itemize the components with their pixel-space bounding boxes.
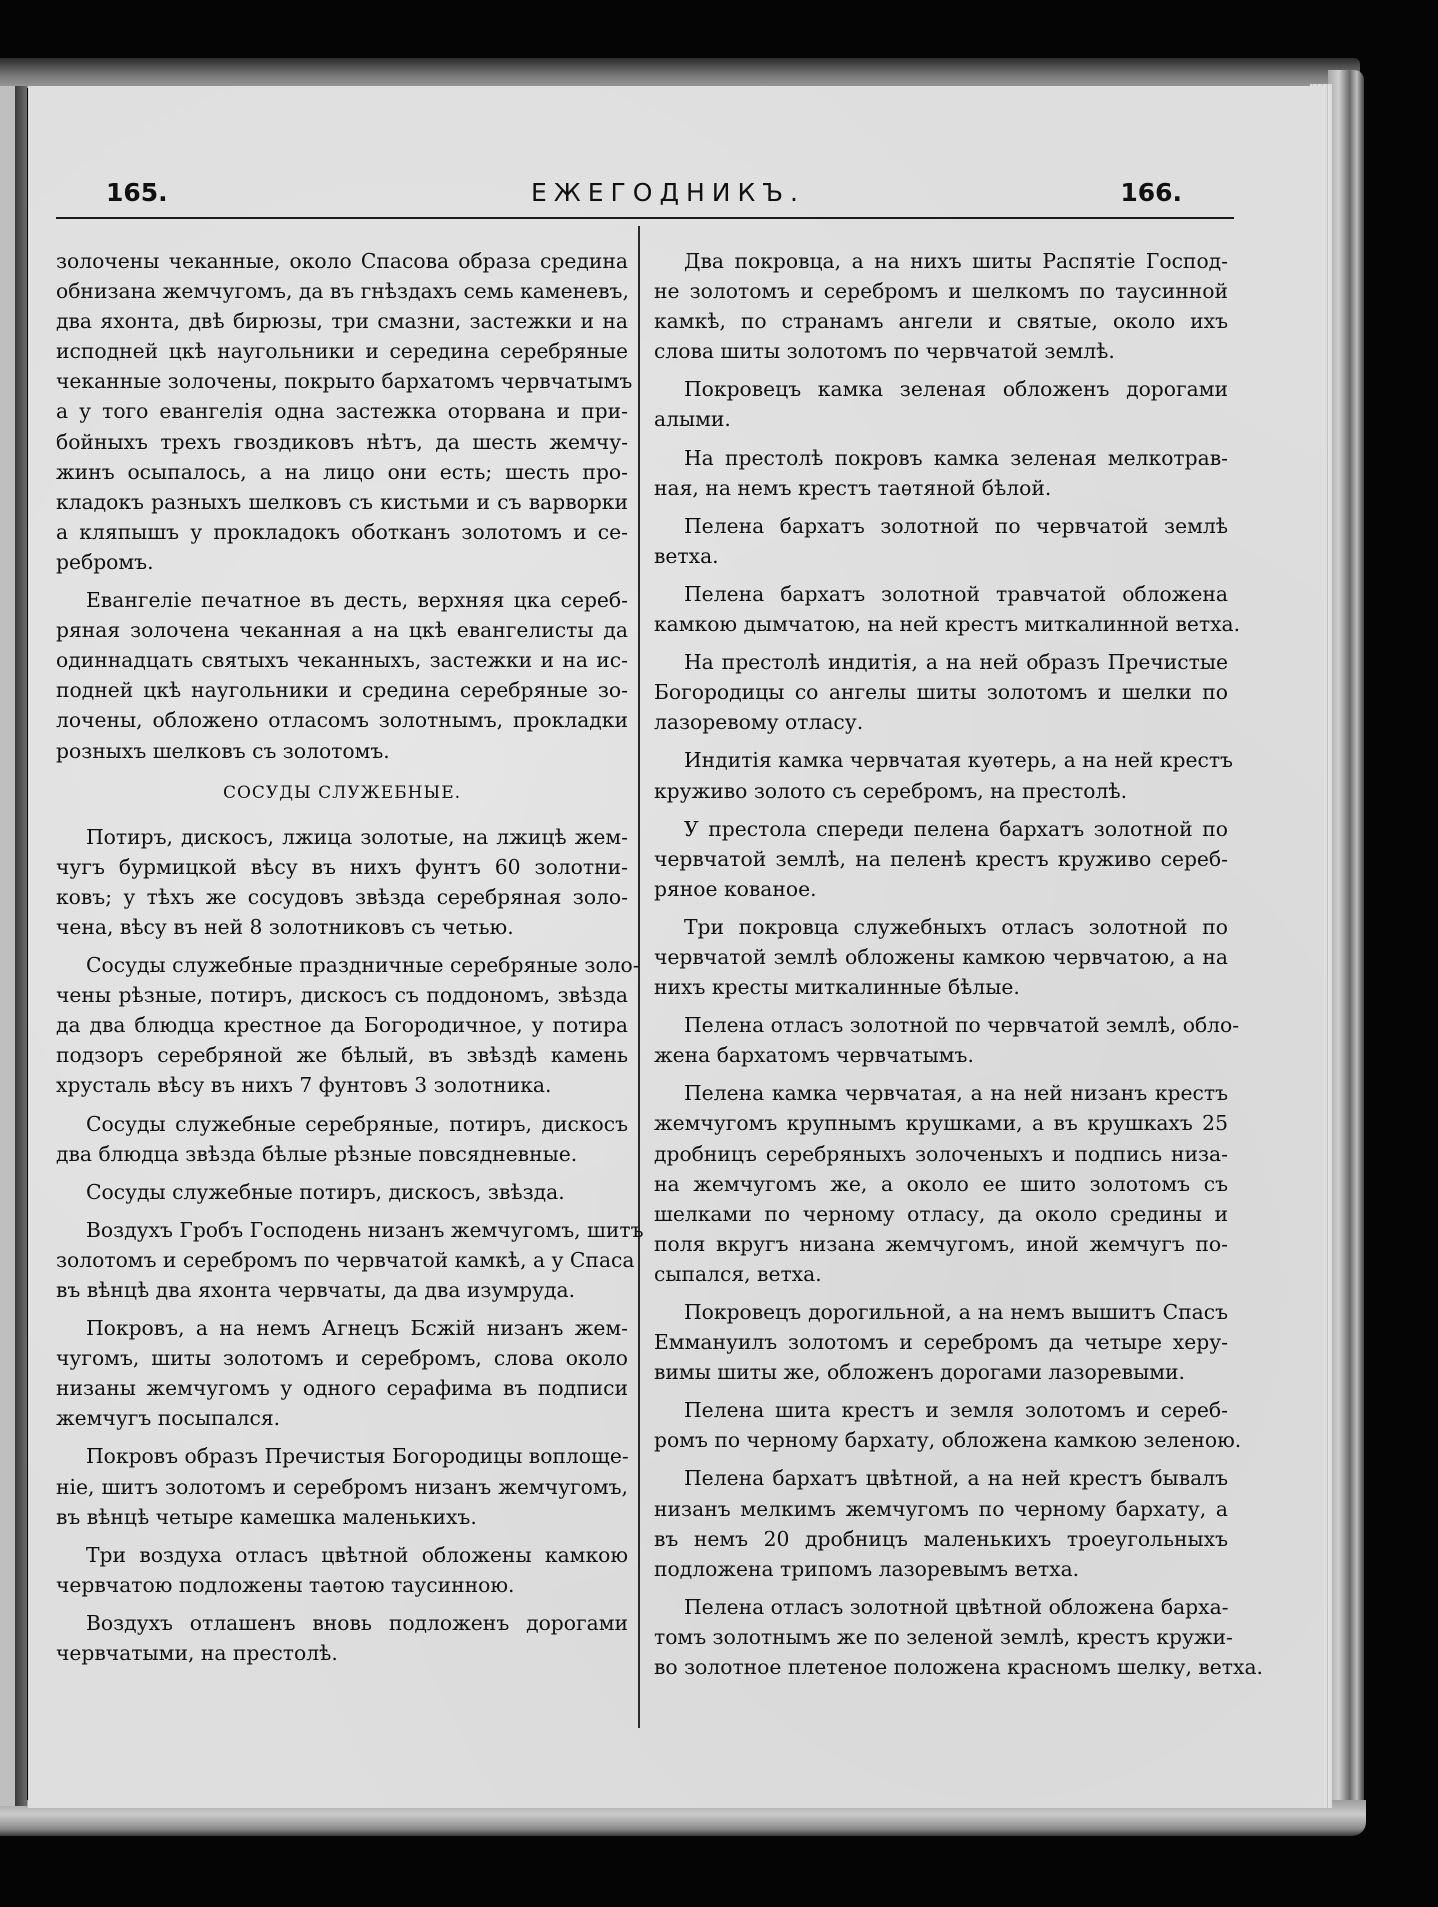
text-line: во золотное плетеное положена красномъ шелку, ветха. <box>654 1655 1264 1680</box>
text-line: Потиръ, дискосъ, лжица золотые, на лжицѣ жем- <box>86 824 628 849</box>
text-line: томъ золотнымъ же по зеленой землѣ, крестъ кружи- <box>654 1624 1233 1649</box>
text-line: низаны жемчугомъ у одного серафима въ подписи <box>56 1376 628 1401</box>
text-line: не золотомъ и серебромъ и шелкомъ по таусинной <box>654 279 1228 304</box>
paragraph <box>654 511 1228 571</box>
paragraph <box>654 374 1228 434</box>
text-line: ряная золочена чеканная а на цкѣ евангелисты да <box>56 618 628 643</box>
text-line: На престолѣ покровъ камка зеленая мелкотрав- <box>684 445 1228 470</box>
text-line: червчатыми, на престолѣ. <box>56 1641 338 1666</box>
text-line: дробницъ серебряныхъ золоченыхъ и подпись низа- <box>654 1141 1228 1166</box>
paragraph <box>654 745 1233 805</box>
paragraph <box>56 950 640 1100</box>
text-line: червчатой землѣ, на пеленѣ крестъ круживо сереб- <box>654 846 1228 871</box>
text-line: На престолѣ индитія, а на ней образъ Пречистые <box>684 650 1228 675</box>
text-line: нихъ кресты миткалинные бѣлые. <box>654 975 1020 1000</box>
text-line: Индитія камка червчатая куѳтерь, а на ней крестъ <box>684 748 1233 773</box>
paragraph <box>56 1441 628 1531</box>
text-line: камкою дымчатою, на ней крестъ миткалинной ветха. <box>654 612 1241 637</box>
text-line: Пелена шита крестъ и земля золотомъ и сереб- <box>684 1398 1228 1423</box>
text-line: ковъ; у тѣхъ же сосудовъ звѣзда серебряная золо- <box>56 884 628 909</box>
text-line: шелками по черному отласу, да около средины и <box>654 1201 1228 1226</box>
text-line: розныхъ шелковъ съ золотомъ. <box>56 738 390 763</box>
text-line: въ немъ 20 дробницъ маленькихъ троеугольныхъ <box>654 1526 1228 1551</box>
book-page <box>28 86 1324 1808</box>
header-rule <box>56 217 1234 219</box>
text-line: Богородицы со ангелы шиты золотомъ и шелки по <box>654 680 1228 705</box>
text-line: кладокъ разныхъ шелковъ съ кистьми и съ варворки <box>56 489 628 514</box>
right-page-number: 166. <box>1120 178 1182 207</box>
text-line: вимы шиты же, обложенъ дорогами лазоревыми. <box>654 1360 1185 1385</box>
text-line: сыпался, ветха. <box>654 1261 822 1286</box>
text-line: круживо золото съ серебромъ, на престолѣ. <box>654 778 1128 803</box>
text-line: два яхонта, двѣ бирюзы, три смазни, застежки и на <box>56 309 628 334</box>
text-line: камкѣ, по странамъ ангели и святые, около ихъ <box>654 309 1228 334</box>
book-cover-top-edge <box>0 58 1360 88</box>
text-line: чеканные золочены, покрыто бархатомъ червчатымъ <box>56 369 633 394</box>
text-line: обнизана жемчугомъ, да въ гнѣздахъ семь каменевъ, <box>56 279 629 304</box>
paragraph <box>56 1313 628 1433</box>
left-column <box>56 246 644 1676</box>
paragraph <box>654 912 1228 1002</box>
text-line: Еммануилъ золотомъ и серебромъ да четыре херу- <box>654 1330 1228 1355</box>
text-line: одиннадцать святыхъ чеканныхъ, застежки и на ис- <box>56 648 628 673</box>
text-line: Три покровца служебныхъ отласъ золотной по <box>684 914 1228 939</box>
text-line: слова шиты золотомъ по червчатой землѣ. <box>654 339 1115 364</box>
text-line: чугъ бурмицкой вѣсу въ нихъ фунтъ 60 золотни- <box>56 854 628 879</box>
text-line: Сосуды служебные серебряные, потиръ, дискосъ <box>86 1111 628 1136</box>
text-line: У престола спереди пелена бархатъ золотной по <box>684 816 1228 841</box>
text-line: хрусталь вѣсу въ нихъ 7 фунтовъ 3 золотника. <box>56 1073 552 1098</box>
section-heading: СОСУДЫ СЛУЖЕБНЫЕ. <box>222 782 462 803</box>
text-line: Сосуды служебные потиръ, дискосъ, звѣзда. <box>86 1179 565 1204</box>
paragraph <box>56 1608 628 1668</box>
text-line: ребромъ. <box>56 549 154 574</box>
paragraph <box>654 246 1228 366</box>
binding-gutter <box>15 86 27 1806</box>
text-line: въ вѣнцѣ два яхонта червчаты, да два изумруда. <box>56 1278 576 1302</box>
paragraph <box>56 822 628 942</box>
text-line: золотомъ и серебромъ по червчатой камкѣ, а у Спаса <box>56 1247 635 1272</box>
paragraph <box>56 1177 628 1207</box>
text-line: подложена трипомъ лазоревымъ ветха. <box>654 1556 1080 1581</box>
text-line: жинъ осыпалось, а на лицо они есть; шесть про- <box>56 459 628 484</box>
text-line: Пелена бархатъ золотной травчатой обложена <box>684 581 1228 606</box>
text-line: чена, вѣсу въ ней 8 золотниковъ съ четью. <box>56 914 514 939</box>
previous-page-edge <box>0 86 16 1806</box>
paragraph <box>654 1297 1228 1387</box>
text-line: Евангеліе печатное въ десть, верхняя цка сереб- <box>86 588 628 613</box>
text-line: Воздухъ отлашенъ вновь подложенъ дорогами <box>86 1610 628 1635</box>
book-cover-right-edge <box>1328 70 1364 1830</box>
text-line: исподней цкѣ наугольники и середина серебряные <box>56 339 628 364</box>
paragraph <box>654 647 1228 737</box>
text-line: ніе, шитъ золотомъ и серебромъ низанъ жемчугомъ, <box>56 1474 628 1499</box>
text-line: на жемчугомъ же, а около ее шито золотомъ съ <box>654 1171 1228 1196</box>
text-line: поля вкругъ низана жемчугомъ, иной жемчугъ по- <box>654 1231 1228 1256</box>
text-line: Пелена бархатъ цвѣтной, а на ней крестъ бывалъ <box>684 1466 1228 1491</box>
text-line: Покровецъ камка зеленая обложенъ дорогами <box>684 377 1228 402</box>
paragraph <box>654 1395 1242 1455</box>
paragraph <box>56 246 633 577</box>
text-line: Два покровца, а на нихъ шиты Распятіе Господ- <box>684 249 1228 273</box>
text-line: въ вѣнцѣ четыре камешка маленькихъ. <box>56 1504 477 1529</box>
paragraph <box>654 1010 1240 1070</box>
text-line: чены рѣзные, потиръ, дискосъ съ поддономъ, звѣзда <box>56 983 628 1008</box>
text-line: чугомъ, шиты золотомъ и серебромъ, слова около <box>56 1346 628 1371</box>
paragraph <box>654 1078 1228 1289</box>
paragraph <box>56 1109 628 1169</box>
text-line: червчатою подложены таѳтою таусинною. <box>56 1572 515 1597</box>
text-line: Сосуды служебные праздничные серебряные золо- <box>86 953 640 978</box>
text-line: Три воздуха отласъ цвѣтной обложены камкою <box>86 1542 628 1567</box>
text-line: а у того евангелія одна застежка оторвана и при- <box>56 399 628 424</box>
right-column <box>654 246 1264 1690</box>
text-line: ромъ по черному бархату, обложена камкою зеленою. <box>654 1428 1242 1453</box>
paragraph <box>654 1463 1228 1583</box>
paragraph <box>56 585 628 766</box>
paragraph <box>56 1540 628 1600</box>
text-line: бойныхъ трехъ гвоздиковъ нѣтъ, да шесть жемчу- <box>56 429 628 454</box>
left-page-number: 165. <box>106 178 168 207</box>
running-head <box>106 178 1230 218</box>
paragraph <box>56 1215 644 1305</box>
text-line: подзоръ серебряной же бѣлый, въ звѣздѣ камень <box>56 1043 628 1068</box>
text-line: алыми. <box>654 407 731 432</box>
text-line: жемчугомъ крупнымъ крушками, а въ крушкахъ 25 <box>654 1111 1228 1136</box>
text-line: два блюдца звѣзда бѣлые рѣзные повсядневные. <box>56 1141 578 1166</box>
text-line: золочены чеканные, около Спасова образа средина <box>56 249 628 273</box>
text-line: Воздухъ Гробъ Господень низанъ жемчугомъ, шитъ <box>86 1217 644 1242</box>
paragraph <box>654 814 1228 904</box>
text-line: Покровъ образъ Пречистыя Богородицы воплоще- <box>86 1444 629 1469</box>
text-line: низанъ мелкимъ жемчугомъ по черному бархату, а <box>654 1496 1228 1521</box>
text-line: ряное кованое. <box>654 876 817 901</box>
text-line: лочены, обложено отласомъ золотнымъ, прокладки <box>56 708 628 733</box>
text-line: жемчугъ посыпался. <box>56 1406 281 1431</box>
paragraph <box>654 579 1241 639</box>
text-line: ная, на немъ крестъ таѳтяной бѣлой. <box>654 475 1052 500</box>
text-line: Пелена бархатъ золотной по червчатой землѣ <box>684 513 1228 538</box>
text-line: червчатой землѣ обложены камкою червчатою, а на <box>654 944 1228 969</box>
text-line: Пелена камка червчатая, а на ней низанъ крестъ <box>684 1081 1228 1106</box>
text-line: Покровецъ дорогильной, а на немъ вышитъ Спасъ <box>684 1300 1228 1324</box>
paragraph <box>654 1592 1264 1682</box>
text-line: Пелена отласъ золотной цвѣтной обложена барха- <box>684 1594 1229 1619</box>
text-line: а кляпышъ у прокладокъ оботканъ золотомъ и се- <box>56 519 628 544</box>
paragraph <box>654 443 1228 503</box>
text-line: жена бархатомъ червчатымъ. <box>654 1043 974 1068</box>
text-line: Пелена отласъ золотной по червчатой землѣ, обло- <box>684 1013 1240 1038</box>
text-line: Покровъ, а на немъ Агнецъ Бсжій низанъ жем- <box>86 1316 628 1341</box>
text-line: ветха. <box>654 543 719 568</box>
text-line: да два блюдца крестное да Богородичное, у потира <box>56 1013 628 1038</box>
text-line: лазоревому отласу. <box>654 710 864 735</box>
journal-title: ЕЖЕГОДНИКЪ. <box>531 178 805 207</box>
text-line: подней цкѣ наугольники и средина серебряные зо- <box>56 678 628 703</box>
